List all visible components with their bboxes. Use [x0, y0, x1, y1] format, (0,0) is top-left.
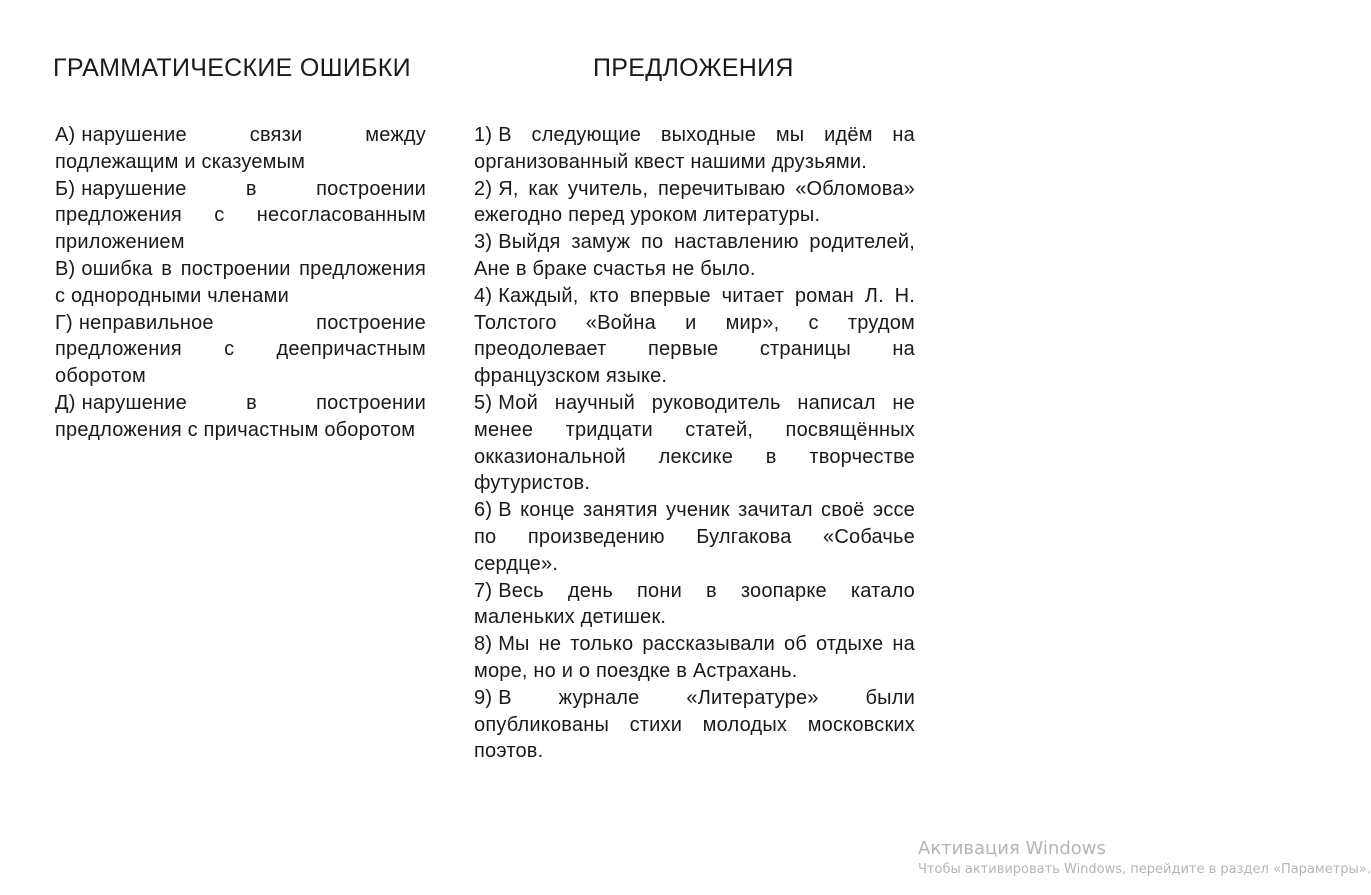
error-text: нарушение в построении предложения с несогласованным приложением — [55, 177, 426, 254]
sentence-item — [474, 122, 915, 176]
sentence-item — [474, 578, 915, 632]
sentence-item — [474, 685, 915, 765]
sentences-heading: ПРЕДЛОЖЕНИЯ — [593, 54, 794, 82]
error-text: неправильное построение предложения с деепричастным оборотом — [55, 311, 426, 388]
error-letter: В) — [55, 257, 76, 280]
sentence-text: В журнале «Литературе» были опубликованы стихи молодых московских поэтов. — [474, 686, 915, 763]
error-item — [55, 122, 426, 176]
error-letter: Д) — [55, 391, 76, 414]
error-item — [55, 390, 426, 444]
error-letter: А) — [55, 124, 76, 146]
sentences-list — [474, 122, 915, 765]
sentence-text: Каждый, кто впервые читает роман Л. Н. Толстого «Война и мир», с трудом преодолевает первые страницы на французском языке. — [474, 284, 915, 388]
sentence-text: В конце занятия ученик зачитал своё эссе по произведению Булгакова «Собачье сердце». — [474, 499, 915, 575]
sentence-item — [474, 631, 915, 685]
error-letter: Г) — [55, 311, 73, 334]
error-text: ошибка в построении предложения с однородными членами — [55, 257, 426, 307]
sentence-number: 7) — [474, 579, 493, 602]
error-item — [55, 256, 426, 310]
error-text: нарушение связи между подлежащим и сказуемым — [55, 124, 426, 173]
sentence-number: 5) — [474, 391, 493, 414]
sentence-number: 4) — [474, 284, 493, 307]
errors-heading: ГРАММАТИЧЕСКИЕ ОШИБКИ — [53, 54, 411, 82]
sentence-text: Я, как учитель, перечитываю «Обломова» ежегодно перед уроком литературы. — [474, 177, 915, 227]
sentence-item — [474, 497, 915, 577]
errors-list — [55, 122, 426, 444]
error-text: нарушение в построении предложения с причастным оборотом — [55, 391, 426, 441]
sentence-text: В следующие выходные мы идём на организованный квест нашими друзьями. — [474, 124, 915, 173]
sentence-text: Весь день пони в зоопарке катало маленьких детишек. — [474, 579, 915, 629]
error-letter: Б) — [55, 177, 76, 200]
sentence-item — [474, 390, 915, 497]
sentence-number: 9) — [474, 686, 493, 709]
sentence-number: 3) — [474, 231, 493, 254]
sentence-number: 6) — [474, 499, 493, 522]
sentence-item — [474, 229, 915, 283]
sentence-text: Выйдя замуж по наставлению родителей, Ане в браке счастья не было. — [474, 231, 915, 280]
watermark-title: Активация Windows — [918, 838, 1106, 859]
sentence-number: 8) — [474, 633, 493, 656]
sentence-text: Мой научный руководитель написал не менее тридцати статей, посвящённых окказиональной лексике в творчестве футуристов. — [474, 391, 915, 495]
error-item — [55, 310, 426, 390]
sentence-number: 2) — [474, 177, 493, 200]
sentence-item — [474, 283, 915, 390]
windows-activation-watermark — [918, 838, 1371, 880]
sentence-text: Мы не только рассказывали об отдыхе на море, но и о поездке в Астрахань. — [474, 633, 915, 682]
sentence-item — [474, 176, 915, 230]
watermark-subtitle: Чтобы активировать Windows, перейдите в раздел «Параметры». — [918, 862, 1371, 877]
sentence-number: 1) — [474, 124, 493, 146]
error-item — [55, 176, 426, 256]
